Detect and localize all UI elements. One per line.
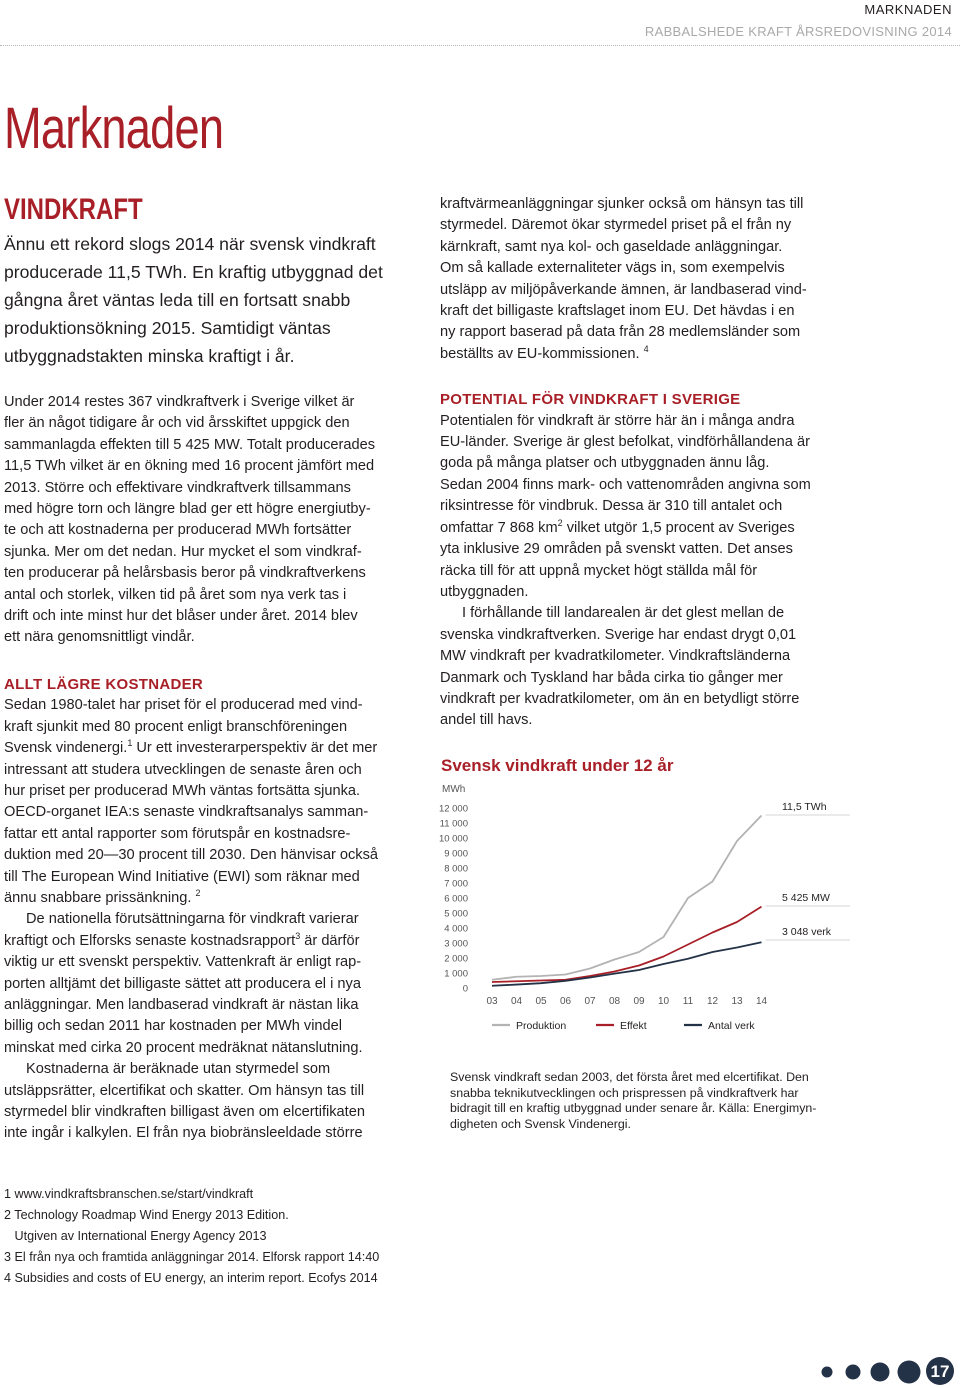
text-line: styrmedel. Däremot ökar styrmedel priset på el från ny [440, 217, 792, 234]
footnote-ref: 3 [295, 930, 301, 941]
text-line: fler än något tidigare år och vid årsskiftet uppgick den [4, 415, 350, 432]
x-tick-label: 04 [510, 996, 523, 1007]
text-line: inte ingår i kalkylen. El från nya biobränsleeldade större [4, 1125, 363, 1142]
text-line: kraftigt och Elforsks senaste kostnadsrapport$^3$ är därför [4, 930, 360, 949]
text-line: vindkraft per kvadratkilometer, om än en betydligt större [440, 690, 800, 707]
text-line: kraftvärmeanläggningar sjunker också om hänsyn tas till [440, 196, 804, 212]
series-line-2 [492, 942, 762, 985]
legend-label: Antal verk [708, 1020, 755, 1032]
text-line: te och att kostnaderna per producerad MWh fortsätter [4, 522, 352, 539]
text-line: utbyggnaden. [440, 583, 529, 600]
text-line: kraft sjunkit med 80 procent enligt branschföreningen [4, 718, 348, 735]
footnote-ref: 4 [643, 343, 649, 354]
lead-paragraph: Ännu ett rekord slogs 2014 när svensk vindkraft producerade 11,5 TWh. En kraftig utbyggnad det gångna året väntas leda till en fortsatt snabb produktionsökning 2015. Samtidigt väntas utbyggnadstakten minska kraftigt i år. [4, 234, 383, 366]
legend-label: Produktion [516, 1020, 567, 1032]
text-line: Om så kallade externaliteter vägs in, som exempelvis [440, 260, 785, 277]
text-line: styrmedel blir vindkraften billigast även om elcertifikaten [4, 1104, 365, 1120]
left-column [4, 392, 424, 1145]
y-tick-label: 10 000 [438, 833, 468, 845]
x-tick-label: 06 [559, 996, 572, 1007]
text-line: ett nära genomsnittligt vindår. [4, 629, 195, 646]
text-line: yta inklusive 29 områden på svenskt vatten. Det anses [440, 541, 793, 558]
text-line: porten alltjämt det billigaste sättet att producera el i nya [4, 975, 361, 992]
text-line: goda på många platser och utbyggnaden ännu låg. [440, 455, 770, 472]
y-tick-label: 12 000 [438, 803, 468, 815]
text-line: ännu snabbare prissänkning. $^2$ [4, 888, 201, 906]
text-line: duktion med 20—30 procent till 2030. Den hänvisar också [4, 847, 378, 864]
y-tick-label: 11 000 [439, 818, 468, 830]
text-line: Svensk vindenergi.$^1$ Ur ett investerarperspektiv är det mer [4, 738, 378, 757]
decor-dot-icon [846, 1365, 861, 1380]
y-tick-label: 6 000 [444, 893, 468, 905]
text-line: minskat med cirka 20 procent medräknat nätanslutning. [4, 1039, 363, 1056]
footnote: 1 www.vindkraftsbranschen.se/start/vindkraft [4, 1187, 254, 1201]
footnote: 3 El från nya och framtida anläggningar 2014. Elforsk rapport 14:40 [4, 1250, 380, 1264]
section-heading-vindkraft: VINDKRAFT [4, 193, 143, 226]
y-tick-label: 2 000 [444, 953, 468, 965]
x-tick-label: 10 [657, 996, 670, 1007]
text-line: utsläpp av miljöpåverkande ämnen, är landbaserad vind- [440, 281, 807, 298]
text-line: fattar ett antal rapporter som förutspår en kostnadsre- [4, 825, 351, 842]
paragraph-landareal [440, 603, 860, 731]
text-line: omfattar 7 868 $km^2$ vilket utgör 1,5 procent av Sveriges [440, 517, 795, 536]
text-line: riksintresse för vindbruk. Dessa är 310 till antalet och [440, 498, 783, 515]
text-line: beställts av EU-kommissionen. $^4$ [440, 343, 649, 362]
series-line-1 [492, 907, 762, 982]
paragraph-styrmedel [4, 1059, 424, 1145]
y-tick-label: 0 [462, 983, 468, 995]
y-tick-label: 1 000 [444, 968, 468, 980]
text-line: MW vindkraft per kvadratkilometer. Vindkraftsländerna [440, 648, 791, 665]
text-line: utsläppsrätter, elcertifikat och skatter. Om hänsyn tas till [4, 1082, 365, 1099]
x-tick-label: 07 [584, 996, 596, 1007]
footnote-ref: 2 [195, 888, 201, 899]
text-line: Potentialen för vindkraft är större här än i många andra [440, 412, 795, 429]
text-line: kraft det billigaste kraftslaget inom EU. Det hävdas i en [440, 303, 795, 320]
wind-power-line-chart [420, 778, 860, 1048]
footnote: 4 Subsidies and costs of EU energy, an interim report. Ecofys 2014 [4, 1271, 378, 1285]
text-line: Sedan 2004 finns mark- och vattenområden angivna som [440, 476, 811, 493]
text-line: antal och storlek, vilken tid på året som nya verk tas i [4, 586, 347, 603]
text-line: billig och sedan 2011 har kostnaden per MWh vindel [4, 1018, 343, 1035]
y-tick-label: 3 000 [444, 938, 468, 950]
text-line: 11,5 TWh vilket är en ökning med 16 procent jämfört med [4, 458, 375, 475]
text-line: OECD-organet IEA:s senaste vindkraftsanalys samman- [4, 804, 369, 821]
x-tick-label: 14 [755, 996, 768, 1007]
x-tick-label: 08 [608, 996, 621, 1007]
series-end-label: 5 425 MW [782, 892, 830, 904]
series-end-label: 11,5 TWh [782, 801, 827, 813]
text-line: drift och inte minst hur det blåser under året. 2014 blev [4, 608, 358, 625]
text-line: EU-länder. Sverige är glest befolkat, vindförhållandena är [440, 434, 810, 451]
x-tick-label: 12 [706, 996, 719, 1007]
text-line: sammanlagda effekten till 5 425 MW. Totalt producerades [4, 436, 375, 453]
paragraph-forutsattningar [4, 909, 424, 1059]
footnote-ref: 1 [127, 738, 133, 749]
page-number: 17 [930, 1362, 950, 1381]
text-line: med högre torn och längre blad ger ett högre energiutby- [4, 501, 371, 518]
paragraph-continued [440, 194, 860, 365]
text-line: Kostnaderna är beräknade utan styrmedel som [26, 1061, 331, 1078]
text-line: hur priset per producerad MWh väntas fortsätta sjunka. [4, 782, 361, 799]
decor-dot-icon [871, 1363, 890, 1382]
text-line: I förhållande till landarealen är det glest mellan de [462, 605, 785, 622]
section-heading-potential: POTENTIAL FÖR VINDKRAFT I SVERIGE [440, 391, 741, 409]
text-line: svenska vindkraftverken. Sverige har endast drygt 0,01 [440, 626, 797, 643]
text-line: räcka till för att uppnå mycket högt ställda mål för [440, 562, 758, 579]
text-line: 2013. Större och effektivare vindkraftverk tillsammans [4, 479, 351, 496]
series-end-label: 3 048 verk [782, 926, 832, 938]
right-column [440, 194, 860, 732]
text-line: ten producerar på helårsbasis beror på vindkraftverkens [4, 565, 366, 582]
running-header-subtitle: RABBALSHEDE KRAFT ÅRSREDOVISNING 2014 [644, 24, 952, 39]
footnote: 2 Technology Roadmap Wind Energy 2013 Edition. [4, 1208, 289, 1222]
header-divider [0, 45, 960, 46]
text-line: till The European Wind Initiative (EWI) som räknar med [4, 868, 360, 885]
series-line-0 [492, 816, 762, 980]
x-tick-label: 11 [682, 996, 694, 1007]
text-line: andel till havs. [440, 712, 533, 729]
running-header-section: MARKNADEN [864, 2, 952, 17]
text-line: bidragit till en kraftig utbyggnad under senare år. Källa: Energimyn- [450, 1101, 817, 1116]
text-line: viktig ur ett svenskt perspektiv. Vattenkraft är enligt rap- [4, 954, 362, 971]
text-line: kärnkraft, samt nya kol- och gaseldade anläggningar. [440, 238, 783, 255]
section-heading-kostnader: ALLT LÄGRE KOSTNADER [4, 675, 204, 693]
footnote: Utgiven av International Energy Agency 2013 [4, 1229, 267, 1243]
legend-label: Effekt [620, 1020, 647, 1032]
page-number-badge [812, 1346, 960, 1388]
x-tick-label: 05 [535, 996, 547, 1007]
paragraph-intro [4, 392, 424, 649]
x-tick-label: 03 [486, 996, 498, 1007]
y-tick-label: 5 000 [444, 908, 468, 920]
x-tick-label: 13 [731, 996, 743, 1007]
paragraph-potential [440, 411, 860, 604]
y-tick-label: 9 000 [444, 848, 468, 860]
y-axis-label: MWh [442, 784, 466, 795]
paragraph-kostnader [4, 695, 424, 909]
text-line: ny rapport baserad på data från 28 medlemsländer som [440, 324, 801, 341]
chart-caption [450, 1070, 850, 1132]
text-line: intressant att studera utvecklingen de senaste åren och [4, 761, 362, 778]
text-line: anläggningar. Men landbaserad vindkraft är nästan lika [4, 996, 359, 1013]
decor-dot-icon [822, 1367, 833, 1378]
text-line: Under 2014 restes 367 vindkraftverk i Sverige vilket är [4, 394, 355, 410]
x-tick-label: 09 [633, 996, 645, 1007]
y-tick-label: 8 000 [444, 863, 468, 875]
text-line: snabba teknikutvecklingen och prispressen på vindkraftverk har [450, 1085, 799, 1100]
footnotes [4, 1184, 379, 1289]
page-title: Marknaden [4, 96, 224, 161]
text-line: De nationella förutsättningarna för vindkraft varierar [26, 911, 359, 928]
text-line: Danmark och Tyskland har båda cirka tio gånger mer [440, 669, 783, 686]
superscript: 2 [557, 517, 563, 528]
text-line: Svensk vindkraft sedan 2003, det första året med elcertifikat. Den [450, 1070, 809, 1084]
text-line: sjunka. Mer om det nedan. Hur mycket el som vindkraf- [4, 543, 362, 560]
y-tick-label: 7 000 [444, 878, 468, 890]
chart-title: Svensk vindkraft under 12 år [441, 756, 674, 775]
text-line: digheten och Svensk Vindenergi. [450, 1116, 631, 1131]
text-line: Sedan 1980-talet har priset för el producerad med vind- [4, 697, 363, 714]
y-tick-label: 4 000 [444, 923, 468, 935]
decor-dot-icon [898, 1361, 921, 1384]
